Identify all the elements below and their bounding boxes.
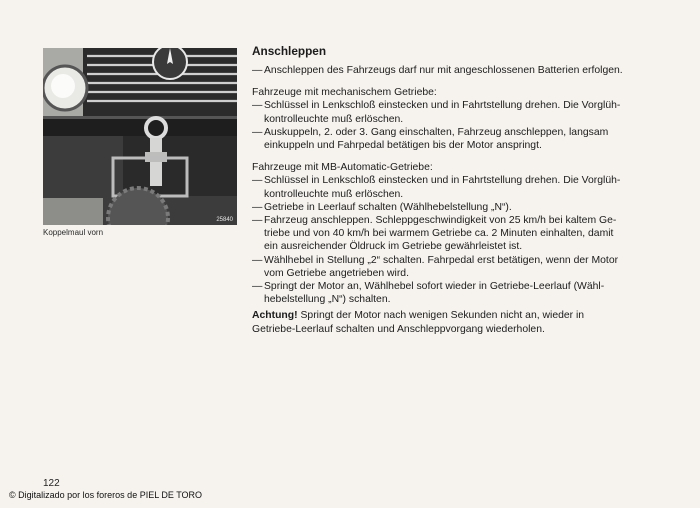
automatic-step-1-line-2: kontrolleuchte muß erlöschen. <box>264 188 404 200</box>
automatic-step-5-line-2: hebelstellung „N“) schalten. <box>264 294 391 306</box>
intro-item <box>252 64 652 77</box>
warning-text-line-1: Springt der Motor nach wenigen Sekunden nicht an, wieder in <box>297 310 585 322</box>
photo-caption: Koppelmaul vorn <box>43 228 104 237</box>
automatic-step-3-line-3: ein ausreichender Öldruck im Getriebe gewährleistet ist. <box>264 241 523 253</box>
bullet-dash: — <box>252 201 263 213</box>
manual-step <box>252 99 652 125</box>
scan-credit: © Digitalizado por los foreros de PIEL DE TORO <box>9 490 203 500</box>
section-title: Anschleppen <box>252 44 327 58</box>
manual-step-2-line-2: einkuppeln und Fahrpedal betätigen bis der Motor anspringt. <box>264 140 542 152</box>
automatic-step <box>252 280 652 306</box>
automatic-step-2-line-1: Getriebe in Leerlauf schalten (Wählhebelstellung „N“). <box>264 201 512 213</box>
automatic-step-5-line-1: Springt der Motor an, Wählhebel sofort wieder in Getriebe-Leerlauf (Wähl- <box>264 281 605 293</box>
automatic-step <box>252 254 652 280</box>
page-number: 122 <box>43 478 60 489</box>
front-towing-hitch-photo <box>43 48 237 225</box>
vehicle-front-illustration <box>43 48 237 225</box>
automatic-step-3-line-1: Fahrzeug anschleppen. Schleppgeschwindigkeit von 25 km/h bei kaltem Ge- <box>264 215 617 227</box>
bullet-dash: — <box>252 65 263 76</box>
bullet-dash: — <box>252 215 263 227</box>
intro-text: Anschleppen des Fahrzeugs darf nur mit angeschlossenen Batterien erfolgen. <box>264 65 623 76</box>
automatic-step-4-line-2: vom Getriebe angetrieben wird. <box>264 267 409 279</box>
warning-text-line-2: Getriebe-Leerlauf schalten und Anschleppvorgang wiederholen. <box>252 323 545 335</box>
manual-step-1-line-1: Schlüssel in Lenkschloß einstecken und in Fahrtstellung drehen. Die Vorglüh- <box>264 100 621 112</box>
automatic-step-1-line-1: Schlüssel in Lenkschloß einstecken und in Fahrtstellung drehen. Die Vorglüh- <box>264 175 621 187</box>
bullet-dash: — <box>252 126 263 138</box>
automatic-step <box>252 174 652 200</box>
automatic-step <box>252 214 652 254</box>
manual-step-1-line-2: kontrolleuchte muß erlöschen. <box>264 113 404 125</box>
warning-note <box>252 309 652 335</box>
bullet-dash: — <box>252 100 263 112</box>
bullet-dash: — <box>252 281 263 293</box>
instructions-column <box>252 44 652 336</box>
manual-transmission-heading: Fahrzeuge mit mechanischem Getriebe: <box>252 87 437 99</box>
bullet-dash: — <box>252 254 263 266</box>
manual-step-2-line-1: Auskuppeln, 2. oder 3. Gang einschalten, Fahrzeug anschleppen, langsam <box>264 126 609 138</box>
manual-step <box>252 126 652 152</box>
warning-label: Achtung! <box>252 310 298 322</box>
automatic-transmission-heading: Fahrzeuge mit MB-Automatic-Getriebe: <box>252 162 433 174</box>
automatic-step <box>252 201 652 214</box>
automatic-step-4-line-1: Wählhebel in Stellung „2“ schalten. Fahrpedal erst betätigen, wenn der Motor <box>264 254 619 266</box>
bullet-dash: — <box>252 175 263 187</box>
photo-reference-number: 25840 <box>216 217 233 223</box>
automatic-step-3-line-2: triebe und von 40 km/h bei warmem Getriebe ca. 2 Minuten einhalten, damit <box>264 228 614 240</box>
